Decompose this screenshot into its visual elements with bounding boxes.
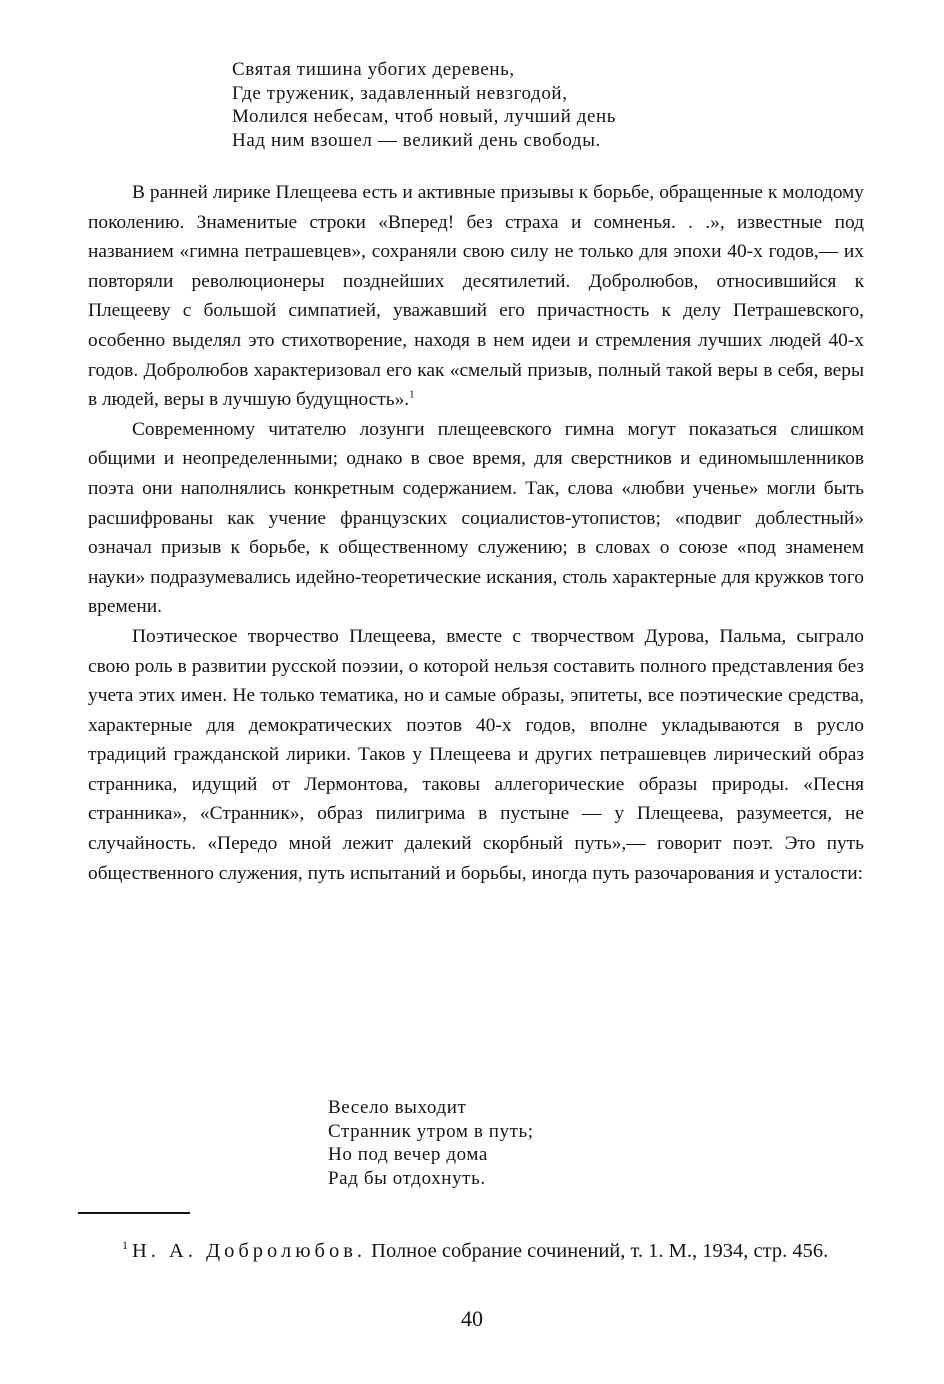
verse-line: Весело выходит bbox=[328, 1097, 467, 1118]
footnote-divider bbox=[78, 1212, 190, 1214]
verse-bottom bbox=[328, 1096, 534, 1190]
verse-line: Рад бы отдохнуть. bbox=[328, 1167, 486, 1189]
verse-line: Но под вечер дома bbox=[328, 1144, 488, 1165]
footnote-reference: 1 bbox=[409, 388, 415, 401]
paragraph-text: Современному читателю лозунги плещеевского гимна могут показаться слишком общими и неопределенными; однако в свое время, для сверстников и единомышленников поэта они наполнялись конкретным содержанием. Так, слова «любви ученье» могли быть расшифрованы как учение французских социалистов-утопистов; «подвиг доблестный» означал призыв к борьбе, к общественному служению; в словах о союзе «под знаменем науки» подразумевались идейно-теоретические искания, столь характерные для кружков того времени. bbox=[88, 418, 864, 618]
verse-line: Святая тишина убогих деревень, bbox=[232, 59, 515, 80]
paragraph bbox=[88, 178, 864, 415]
paragraph-text: Поэтическое творчество Плещеева, вместе с творчеством Дурова, Пальма, сыграло свою роль в развитии русской поэзии, о которой нельзя составить полного представления без учета этих имен. Не только тематика, но и самые образы, эпитеты, все поэтические средства, характерные для демократических поэтов 40-х годов, вполне укладываются в русло традиций гражданской лирики. Таков у Плещеева и других петрашевцев лирический образ странника, идущий от Лермонтова, таковы аллегорические образы природы. «Песня странника», «Странник», образ пилигрима в пустыне — у Плещеева, разумеется, не случайность. «Передо мной лежит далекий скорбный путь»,— говорит поэт. Это путь общественного служения, путь испытаний и борьбы, иногда путь разочарования и усталости: bbox=[88, 625, 864, 884]
paragraph bbox=[88, 415, 864, 622]
footnote bbox=[78, 1238, 868, 1264]
verse-line: Над ним взошел — великий день свободы. bbox=[232, 129, 601, 151]
page-number: 40 bbox=[461, 1306, 483, 1331]
footnote-text: Полное собрание сочинений, т. 1. М., 1934, стр. 456. bbox=[371, 1240, 829, 1262]
verse-line: Молился небесам, чтоб новый, лучший день bbox=[232, 106, 617, 127]
verse-line: Странник утром в путь; bbox=[328, 1120, 534, 1142]
footnote-mark: 1 bbox=[122, 1238, 128, 1253]
paragraph-text: В ранней лирике Плещеева есть и активные призывы к борьбе, обращенные к молодому поколению. Знаменитые строки «Вперед! без страха и сомненья. . .», известные под названием «гимна петрашевцев», сохраняли свою силу не только для эпохи 40-х годов,— их повторяли революционеры позднейших десятилетий. Добролюбов, относившийся к Плещееву с большой симпатией, уважавший его причастность к делу Петрашевского, особенно выделял это стихотворение, находя в нем идеи и стремления лучших людей 40-х годов. Добролюбов характеризовал его как «смелый призыв, полный такой веры в себя, веры в людей, веры в лучшую будущность». bbox=[88, 182, 864, 411]
body-text bbox=[88, 178, 864, 888]
paragraph bbox=[88, 622, 864, 888]
verse-top bbox=[232, 58, 616, 152]
footnote-author: Н. А. Добролюбов. bbox=[132, 1240, 367, 1262]
verse-line: Где труженик, задавленный невзгодой, bbox=[232, 82, 568, 104]
